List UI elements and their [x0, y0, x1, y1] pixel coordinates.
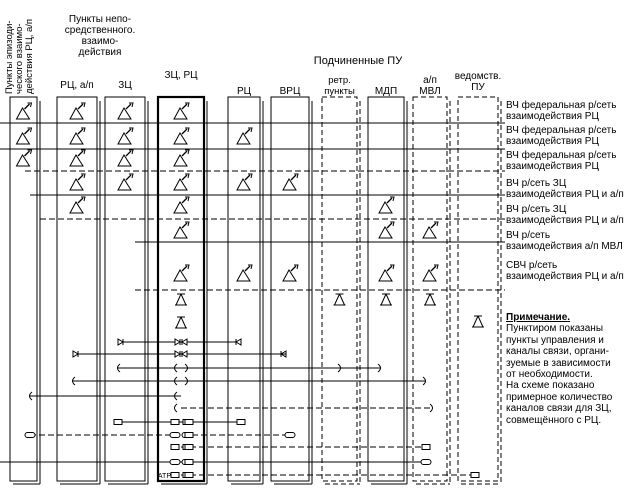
- column-vrc: [271, 97, 309, 481]
- antenna-element: [25, 104, 30, 109]
- terminal-flag: [236, 339, 241, 345]
- column-label-rc: РЦ: [236, 86, 252, 97]
- antenna-mast: [423, 270, 436, 281]
- antenna-element: [126, 175, 131, 180]
- antenna-icon: [423, 265, 438, 281]
- header-episodic: Пункты эпизоди-: [4, 20, 15, 94]
- antenna-mast: [283, 179, 296, 190]
- channel-terminal: [185, 473, 193, 478]
- note-title: Примечание.: [506, 312, 571, 323]
- antenna-element: [78, 129, 83, 134]
- atr-label: АТР: [157, 473, 171, 480]
- column-label-retr: пункты: [324, 86, 355, 97]
- network-label: взаимодействия РЦ и а/п: [506, 215, 624, 226]
- column-label-amvl: МВЛ: [419, 86, 441, 97]
- channel-terminal: [185, 445, 193, 450]
- antenna-mast: [17, 155, 30, 166]
- channel-terminal: [171, 445, 179, 450]
- antenna-icon: [17, 128, 32, 144]
- column-label-zc-rc: ЗЦ, РЦ: [164, 70, 198, 81]
- antenna-icon: [283, 174, 298, 190]
- antenna-icon: [379, 222, 394, 238]
- antenna-mast: [174, 155, 187, 166]
- antenna-icon: [70, 197, 85, 213]
- terminal-box: [171, 473, 179, 478]
- network-label: ВЧ р/сеть: [506, 230, 551, 241]
- note-line: пункты управления и: [506, 334, 604, 346]
- channel-terminal: [471, 473, 479, 478]
- antenna-mast: [70, 179, 83, 190]
- antenna-mast: [70, 108, 83, 119]
- terminal-flag: [73, 351, 78, 357]
- header-indirect: Пункты непо-: [68, 14, 132, 25]
- column-label-vrc: ВРЦ: [279, 86, 301, 97]
- channel-terminal: [175, 339, 180, 345]
- antenna-icon: [237, 174, 252, 190]
- antenna-element: [25, 129, 30, 134]
- antenna-icon: [174, 265, 189, 281]
- terminal-box: [185, 473, 193, 478]
- terminal-box: [237, 420, 245, 425]
- antenna-icon: [118, 103, 133, 119]
- antenna-element: [78, 151, 83, 156]
- antenna-mast: [174, 108, 187, 119]
- antenna-icon: [174, 174, 189, 190]
- antenna-mast: [17, 108, 30, 119]
- terminal-box: [422, 445, 430, 450]
- antenna-element: [245, 175, 250, 180]
- channel-terminal: [237, 420, 245, 425]
- note-line: каналов связи для ЗЦ,: [506, 403, 612, 415]
- antenna-icon: [380, 294, 392, 305]
- antenna-element: [182, 151, 187, 156]
- antenna-icon: [174, 128, 189, 144]
- antenna-mast: [334, 294, 346, 305]
- network-label: взаимодействия а/п МВЛ: [506, 241, 623, 252]
- network-labels: [506, 99, 624, 282]
- antenna-element: [78, 104, 83, 109]
- column-mdp: [368, 97, 404, 481]
- antenna-element: [431, 266, 436, 271]
- antenna-icon: [283, 265, 298, 281]
- network-label: взаимодействия РЦ: [506, 161, 599, 172]
- antenna-mast: [174, 270, 187, 281]
- antenna-icon: [174, 150, 189, 166]
- channel-terminal: [185, 433, 193, 438]
- terminal-pill: [421, 460, 431, 465]
- terminal-arc: [175, 404, 178, 412]
- antenna-element: [387, 198, 392, 203]
- antenna-icon: [175, 317, 187, 328]
- header-subordinate: Подчиненные ПУ: [313, 55, 403, 67]
- antenna-mast: [70, 155, 83, 166]
- channel-terminal: [236, 339, 241, 345]
- antenna-mast: [174, 202, 187, 213]
- antenna-mast: [424, 294, 436, 305]
- antenna-element: [182, 266, 187, 271]
- antenna-mast: [174, 179, 187, 190]
- antenna-icons: [17, 103, 485, 328]
- channel-terminal: [73, 351, 78, 357]
- antenna-icon: [17, 103, 32, 119]
- antenna-element: [126, 104, 131, 109]
- terminal-flag: [182, 351, 187, 357]
- antenna-element: [291, 266, 296, 271]
- network-label: ВЧ федеральная р/сеть: [506, 150, 617, 161]
- column-headers: [4, 14, 501, 97]
- header-indirect: взаимо-: [81, 36, 119, 47]
- antenna-icon: [174, 197, 189, 213]
- column-retr: [322, 97, 357, 481]
- antenna-element: [431, 223, 436, 228]
- antenna-element: [78, 175, 83, 180]
- channel-terminal: [171, 420, 179, 425]
- terminal-box: [471, 473, 479, 478]
- antenna-icon: [237, 265, 252, 281]
- network-label: ВЧ федеральная р/сеть: [506, 100, 617, 111]
- antenna-element: [182, 104, 187, 109]
- terminal-box: [185, 445, 193, 450]
- column-label-zc: ЗЦ: [118, 80, 132, 91]
- antenna-icon: [70, 128, 85, 144]
- terminal-flag: [182, 339, 187, 345]
- terminal-flag: [175, 351, 180, 357]
- antenna-icon: [334, 294, 346, 305]
- antenna-icon: [424, 294, 436, 305]
- network-label: взаимодействия РЦ: [506, 136, 599, 147]
- antenna-icon: [472, 316, 484, 327]
- antenna-element: [182, 223, 187, 228]
- network-label: ВЧ федеральная р/сеть: [506, 125, 617, 136]
- terminal-pill: [25, 433, 35, 438]
- antenna-element: [291, 175, 296, 180]
- header-indirect: средственного.: [64, 25, 136, 36]
- channel-terminal: [185, 460, 193, 465]
- antenna-element: [126, 129, 131, 134]
- channel-terminal: [421, 460, 431, 465]
- channel-terminal: [185, 420, 193, 425]
- antenna-mast: [175, 317, 187, 328]
- antenna-mast: [237, 133, 250, 144]
- antenna-element: [387, 266, 392, 271]
- header-episodic: ческого взаимо-: [14, 23, 25, 94]
- network-label: ВЧ р/сеть ЗЦ: [506, 204, 567, 215]
- antenna-icon: [237, 128, 252, 144]
- column-label-retr: ретр.: [328, 75, 351, 86]
- column-label-amvl: а/п: [423, 75, 437, 86]
- antenna-element: [182, 129, 187, 134]
- note-line: примерное количество: [506, 391, 613, 403]
- note-line: На схеме показано: [506, 380, 595, 392]
- channel-terminal: [430, 404, 433, 412]
- antenna-icon: [70, 150, 85, 166]
- column-rc_ap: [57, 97, 97, 481]
- antenna-icon: [174, 103, 189, 119]
- antenna-mast: [70, 133, 83, 144]
- note-line: зуемые в зависимости: [506, 357, 611, 369]
- channel-terminal: [171, 473, 179, 478]
- antenna-mast: [174, 227, 187, 238]
- antenna-icon: [175, 294, 187, 305]
- note-line: от необходимости.: [506, 369, 593, 381]
- antenna-element: [182, 175, 187, 180]
- terminal-box: [185, 433, 193, 438]
- antenna-mast: [379, 227, 392, 238]
- terminal-pill: [170, 433, 180, 438]
- antenna-mast: [379, 202, 392, 213]
- channel-terminal: [285, 433, 295, 438]
- terminal-box: [171, 445, 179, 450]
- column-label-rc-ap: РЦ, а/п: [60, 80, 94, 91]
- terminal-box: [185, 420, 193, 425]
- antenna-icon: [379, 197, 394, 213]
- antenna-element: [126, 151, 131, 156]
- antenna-mast: [174, 133, 187, 144]
- antenna-mast: [380, 294, 392, 305]
- antenna-mast: [472, 316, 484, 327]
- antenna-element: [78, 198, 83, 203]
- antenna-element: [245, 129, 250, 134]
- channel-terminal: [182, 339, 187, 345]
- antenna-element: [25, 151, 30, 156]
- antenna-icon: [118, 128, 133, 144]
- terminal-box: [114, 420, 122, 425]
- channel-terminal: [25, 433, 35, 438]
- terminal-pill: [170, 460, 180, 465]
- network-label: СВЧ р/сеть: [506, 260, 558, 271]
- antenna-element: [182, 198, 187, 203]
- note-line: Пунктиром показаны: [506, 323, 604, 335]
- channel-terminal: [182, 351, 187, 357]
- antenna-icon: [118, 150, 133, 166]
- terminal-box: [185, 460, 193, 465]
- column-episodic: [10, 97, 37, 481]
- network-label: взаимодействия РЦ и а/п: [506, 189, 624, 200]
- column-label-mdp: МДП: [374, 86, 398, 97]
- terminal-flag: [175, 339, 180, 345]
- antenna-icon: [70, 103, 85, 119]
- antenna-icon: [379, 265, 394, 281]
- column-vedomstv: [458, 97, 498, 481]
- terminal-arc: [430, 404, 433, 412]
- terminal-box: [171, 420, 179, 425]
- antenna-icon: [423, 222, 438, 238]
- network-label: взаимодействия РЦ и а/п: [506, 271, 624, 282]
- column-label-vedomstv: ведомств.: [454, 71, 502, 82]
- header-episodic: действия РЦ, а/п: [24, 18, 35, 94]
- antenna-mast: [237, 270, 250, 281]
- antenna-mast: [175, 294, 187, 305]
- antenna-mast: [17, 133, 30, 144]
- note-line: совмещённого с РЦ.: [506, 414, 602, 426]
- network-label: ВЧ р/сеть ЗЦ: [506, 178, 567, 189]
- antenna-icon: [70, 174, 85, 190]
- column-label-vedomstv: ПУ: [471, 82, 485, 93]
- channel-terminal: [175, 404, 178, 412]
- antenna-mast: [118, 108, 131, 119]
- antenna-mast: [283, 270, 296, 281]
- antenna-mast: [118, 155, 131, 166]
- column-zc: [105, 97, 145, 481]
- antenna-mast: [118, 133, 131, 144]
- channel-terminal: [114, 420, 122, 425]
- antenna-mast: [237, 179, 250, 190]
- channel-terminal: [118, 339, 123, 345]
- antenna-mast: [423, 227, 436, 238]
- channel-terminal: [422, 445, 430, 450]
- antenna-element: [245, 266, 250, 271]
- channel-terminal: [170, 460, 180, 465]
- terminal-pill: [285, 433, 295, 438]
- antenna-icon: [118, 174, 133, 190]
- antenna-element: [387, 223, 392, 228]
- antenna-mast: [70, 202, 83, 213]
- channel-terminal: [175, 351, 180, 357]
- antenna-icon: [17, 150, 32, 166]
- antenna-mast: [118, 179, 131, 190]
- antenna-icon: [174, 222, 189, 238]
- header-indirect: действия: [78, 47, 122, 58]
- note-line: каналы связи, органи-: [506, 346, 609, 358]
- column-zc_rc: [158, 97, 204, 481]
- channel-terminal: [170, 433, 180, 438]
- terminal-flag: [118, 339, 123, 345]
- column-amvl: [413, 97, 447, 481]
- network-label: взаимодействия РЦ: [506, 111, 599, 122]
- antenna-mast: [379, 270, 392, 281]
- note-block: [506, 312, 636, 426]
